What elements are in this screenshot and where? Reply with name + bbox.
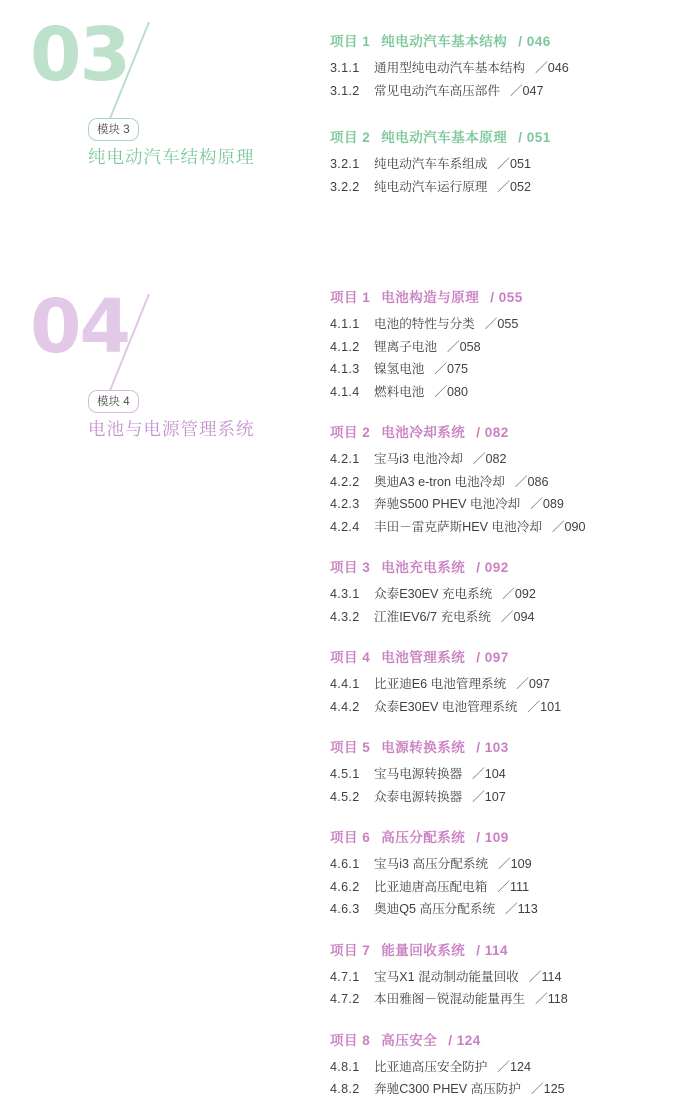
toc-entry-page: ／075	[434, 362, 468, 377]
toc-entry[interactable]	[330, 155, 680, 175]
toc-entry-number: 4.2.4	[330, 519, 360, 534]
module-tag: 模块 4	[88, 390, 139, 413]
toc-entry-page: ／113	[505, 902, 538, 917]
toc-entry-number: 4.3.2	[330, 609, 360, 624]
toc-group-label: 项目 3	[330, 560, 371, 576]
toc-group-page: / 092	[476, 560, 509, 576]
toc-entry-page: ／046	[535, 61, 569, 75]
toc-entry-page: ／097	[516, 677, 550, 692]
toc-entry-page: ／058	[446, 339, 481, 354]
toc-entry[interactable]	[330, 900, 680, 920]
toc-entry[interactable]	[330, 788, 680, 808]
toc-group-label: 项目 2	[330, 425, 371, 441]
toc-entry-number: 4.8.1	[330, 1059, 360, 1074]
toc-entry[interactable]	[330, 315, 680, 335]
toc-entry-title: 纯电动汽车运行原理	[374, 179, 488, 194]
toc-entry-number: 3.2.2	[330, 179, 360, 194]
toc-entry-title: 比亚迪E6 电池管理系统	[374, 677, 507, 692]
toc-group-page: / 103	[476, 740, 509, 756]
spacer	[330, 923, 680, 939]
toc-group-page: / 051	[518, 130, 551, 146]
toc-entry-title: 宝马X1 混动制动能量回收	[374, 969, 519, 984]
toc-entry-number: 4.5.1	[330, 767, 360, 782]
toc-group-heading[interactable]	[330, 939, 680, 959]
toc-group-title: 电池构造与原理	[381, 290, 480, 306]
toc-entry-title: 众泰E30EV 电池管理系统	[374, 699, 518, 714]
toc-entry-page: ／094	[500, 609, 535, 624]
toc-entry-page: ／114	[528, 969, 562, 984]
toc-entry-number: 4.8.2	[330, 1082, 360, 1097]
toc-entry-title: 比亚迪高压安全防护	[374, 1059, 488, 1074]
toc-entry-page: ／052	[497, 179, 531, 194]
toc-group-page: / 055	[490, 290, 523, 306]
toc-group	[330, 286, 680, 402]
toc-entry-number: 4.2.3	[330, 497, 360, 512]
toc-entry-title: 电池的特性与分类	[374, 317, 475, 332]
toc-entry[interactable]	[330, 968, 680, 988]
toc-entry-title: 比亚迪唐高压配电箱	[374, 879, 488, 894]
toc-entry-number: 4.1.2	[330, 339, 360, 354]
toc-group	[330, 1029, 680, 1100]
toc-group-title: 电池冷却系统	[381, 425, 466, 441]
toc-group-heading[interactable]	[330, 826, 680, 846]
toc-entry-number: 4.5.2	[330, 789, 360, 804]
toc-group-label: 项目 5	[330, 740, 371, 756]
spacer	[330, 720, 680, 736]
toc-entry-page: ／047	[509, 83, 544, 98]
toc-group-heading[interactable]	[330, 1029, 680, 1049]
toc-entry-number: 4.6.3	[330, 902, 360, 917]
toc-entry-number: 3.2.1	[330, 157, 360, 172]
toc-group-title: 电池充电系统	[381, 560, 466, 576]
toc-group-label: 项目 4	[330, 650, 371, 666]
toc-entry-number: 4.7.2	[330, 992, 360, 1007]
toc-entry-title: 锂离子电池	[374, 339, 437, 354]
toc-entry-title: 奔驰S500 PHEV 电池冷却	[374, 497, 521, 512]
toc-group-heading[interactable]	[330, 421, 680, 441]
toc-entry-page: ／109	[498, 857, 532, 872]
toc-entry-number: 4.7.1	[330, 969, 360, 984]
toc-group-label: 项目 2	[330, 130, 371, 146]
toc-entry-number: 4.2.2	[330, 474, 360, 489]
toc-group-page: / 109	[476, 830, 509, 846]
toc-entry[interactable]	[330, 990, 680, 1010]
toc-entry[interactable]	[330, 518, 680, 538]
toc-group	[330, 826, 680, 920]
module-number: 03	[30, 12, 129, 98]
toc-entry-page: ／118	[535, 992, 568, 1007]
toc-entry-number: 4.1.4	[330, 384, 360, 399]
toc-entry-number: 3.1.2	[330, 83, 360, 98]
toc-entry-page: ／051	[497, 157, 531, 172]
toc-group-label: 项目 1	[330, 34, 371, 49]
toc-entry-page: ／111	[497, 879, 530, 894]
toc-entry[interactable]	[330, 383, 680, 403]
toc-entry-number: 4.3.1	[330, 587, 360, 602]
toc-entry-number: 4.2.1	[330, 452, 360, 467]
toc-entry[interactable]	[330, 698, 680, 718]
toc-entry-page: ／125	[530, 1082, 565, 1097]
table-of-contents	[330, 30, 680, 1103]
toc-group-title: 电源转换系统	[381, 740, 466, 756]
toc-entry[interactable]	[330, 82, 680, 102]
toc-entry[interactable]	[330, 1080, 680, 1100]
toc-entry-page: ／101	[527, 699, 562, 714]
toc-entry-number: 4.6.1	[330, 857, 360, 872]
spacer	[330, 1013, 680, 1029]
spacer	[330, 540, 680, 556]
toc-entry-title: 奔驰C300 PHEV 高压防护	[374, 1082, 521, 1097]
toc-group-label: 项目 7	[330, 942, 371, 958]
toc-entry-title: 通用型纯电动汽车基本结构	[374, 61, 526, 75]
toc-group	[330, 421, 680, 537]
toc-group-page: / 114	[476, 942, 509, 958]
toc-group-title: 能量回收系统	[381, 942, 466, 958]
toc-group-label: 项目 8	[330, 1032, 371, 1048]
toc-entry-page: ／055	[484, 317, 519, 332]
toc-entry-page: ／082	[472, 452, 507, 467]
toc-group-label: 项目 6	[330, 830, 371, 846]
toc-entry-title: 众泰E30EV 充电系统	[374, 587, 493, 602]
toc-group-title: 高压分配系统	[381, 830, 466, 846]
toc-entry[interactable]	[330, 178, 680, 198]
module-title: 电池与电源管理系统	[88, 419, 255, 439]
toc-entry[interactable]	[330, 855, 680, 875]
toc-group-heading[interactable]	[330, 646, 680, 666]
toc-entry[interactable]	[330, 585, 680, 605]
toc-entry-title: 丰田－雷克萨斯HEV 电池冷却	[374, 519, 542, 534]
toc-group-heading[interactable]	[330, 286, 680, 306]
toc-entry-title: 纯电动汽车车系组成	[374, 157, 488, 172]
toc-entry-page: ／124	[497, 1059, 531, 1074]
toc-group-page: / 124	[448, 1032, 481, 1048]
spacer	[330, 200, 680, 286]
toc-entry-title: 宝马电源转换器	[374, 767, 463, 782]
toc-group	[330, 126, 680, 197]
toc-entry-page: ／092	[502, 587, 536, 602]
toc-group-label: 项目 1	[330, 290, 371, 306]
toc-group-title: 高压安全	[381, 1032, 438, 1048]
toc-entry-title: 宝马i3 电池冷却	[374, 452, 463, 467]
toc-entry-number: 4.4.2	[330, 699, 360, 714]
toc-group-page: / 097	[476, 650, 509, 666]
toc-entry[interactable]	[330, 473, 680, 493]
toc-entry[interactable]	[330, 878, 680, 898]
toc-group-heading[interactable]	[330, 126, 680, 146]
toc-group-title: 电池管理系统	[381, 650, 466, 666]
toc-entry[interactable]	[330, 1058, 680, 1078]
spacer	[330, 810, 680, 826]
toc-entry-title: 宝马i3 高压分配系统	[374, 857, 489, 872]
toc-entry-page: ／090	[551, 519, 586, 534]
toc-entry[interactable]	[330, 338, 680, 358]
toc-group-heading[interactable]	[330, 556, 680, 576]
toc-entry[interactable]	[330, 495, 680, 515]
toc-entry-number: 3.1.1	[330, 61, 360, 75]
toc-entry-number: 4.6.2	[330, 879, 360, 894]
toc-entry-title: 众泰电源转换器	[374, 789, 463, 804]
toc-entry-number: 4.1.1	[330, 317, 360, 332]
toc-entry[interactable]	[330, 608, 680, 628]
toc-entry[interactable]	[330, 675, 680, 695]
toc-entry[interactable]	[330, 59, 680, 79]
module-title: 纯电动汽车结构原理	[88, 147, 255, 167]
toc-entry-number: 4.4.1	[330, 677, 360, 692]
toc-group	[330, 646, 680, 717]
toc-group-page: / 046	[518, 34, 551, 49]
toc-entry[interactable]	[330, 765, 680, 785]
module-number: 04	[30, 284, 129, 370]
toc-entry-title: 本田雅阁－锐混动能量再生	[374, 992, 526, 1007]
toc-entry-title: 奥迪A3 e-tron 电池冷却	[374, 474, 505, 489]
toc-entry[interactable]	[330, 450, 680, 470]
toc-entry-page: ／086	[514, 474, 549, 489]
toc-group-title: 纯电动汽车基本原理	[381, 130, 508, 146]
toc-group	[330, 736, 680, 807]
toc-entry-page: ／080	[434, 384, 468, 399]
toc-group-heading[interactable]	[330, 736, 680, 756]
toc-entry-title: 镍氢电池	[374, 362, 425, 377]
toc-entry-page: ／107	[472, 789, 506, 804]
toc-entry-title: 常见电动汽车高压部件	[374, 83, 500, 98]
toc-group-title: 纯电动汽车基本结构	[381, 34, 508, 49]
toc-entry-page: ／104	[472, 767, 506, 782]
spacer	[330, 630, 680, 646]
spacer	[330, 104, 680, 126]
toc-entry-title: 燃料电池	[374, 384, 425, 399]
toc-group-page: / 082	[476, 425, 509, 441]
toc-entry[interactable]	[330, 360, 680, 380]
toc-group-heading[interactable]	[330, 30, 680, 50]
module-tag: 模块 3	[88, 118, 139, 141]
toc-entry-title: 江淮IEV6/7 充电系统	[374, 609, 491, 624]
toc-group	[330, 939, 680, 1010]
toc-entry-page: ／089	[530, 497, 564, 512]
spacer	[330, 405, 680, 421]
toc-entry-title: 奥迪Q5 高压分配系统	[374, 902, 496, 917]
toc-group	[330, 30, 680, 101]
toc-group	[330, 556, 680, 627]
toc-entry-number: 4.1.3	[330, 362, 360, 377]
